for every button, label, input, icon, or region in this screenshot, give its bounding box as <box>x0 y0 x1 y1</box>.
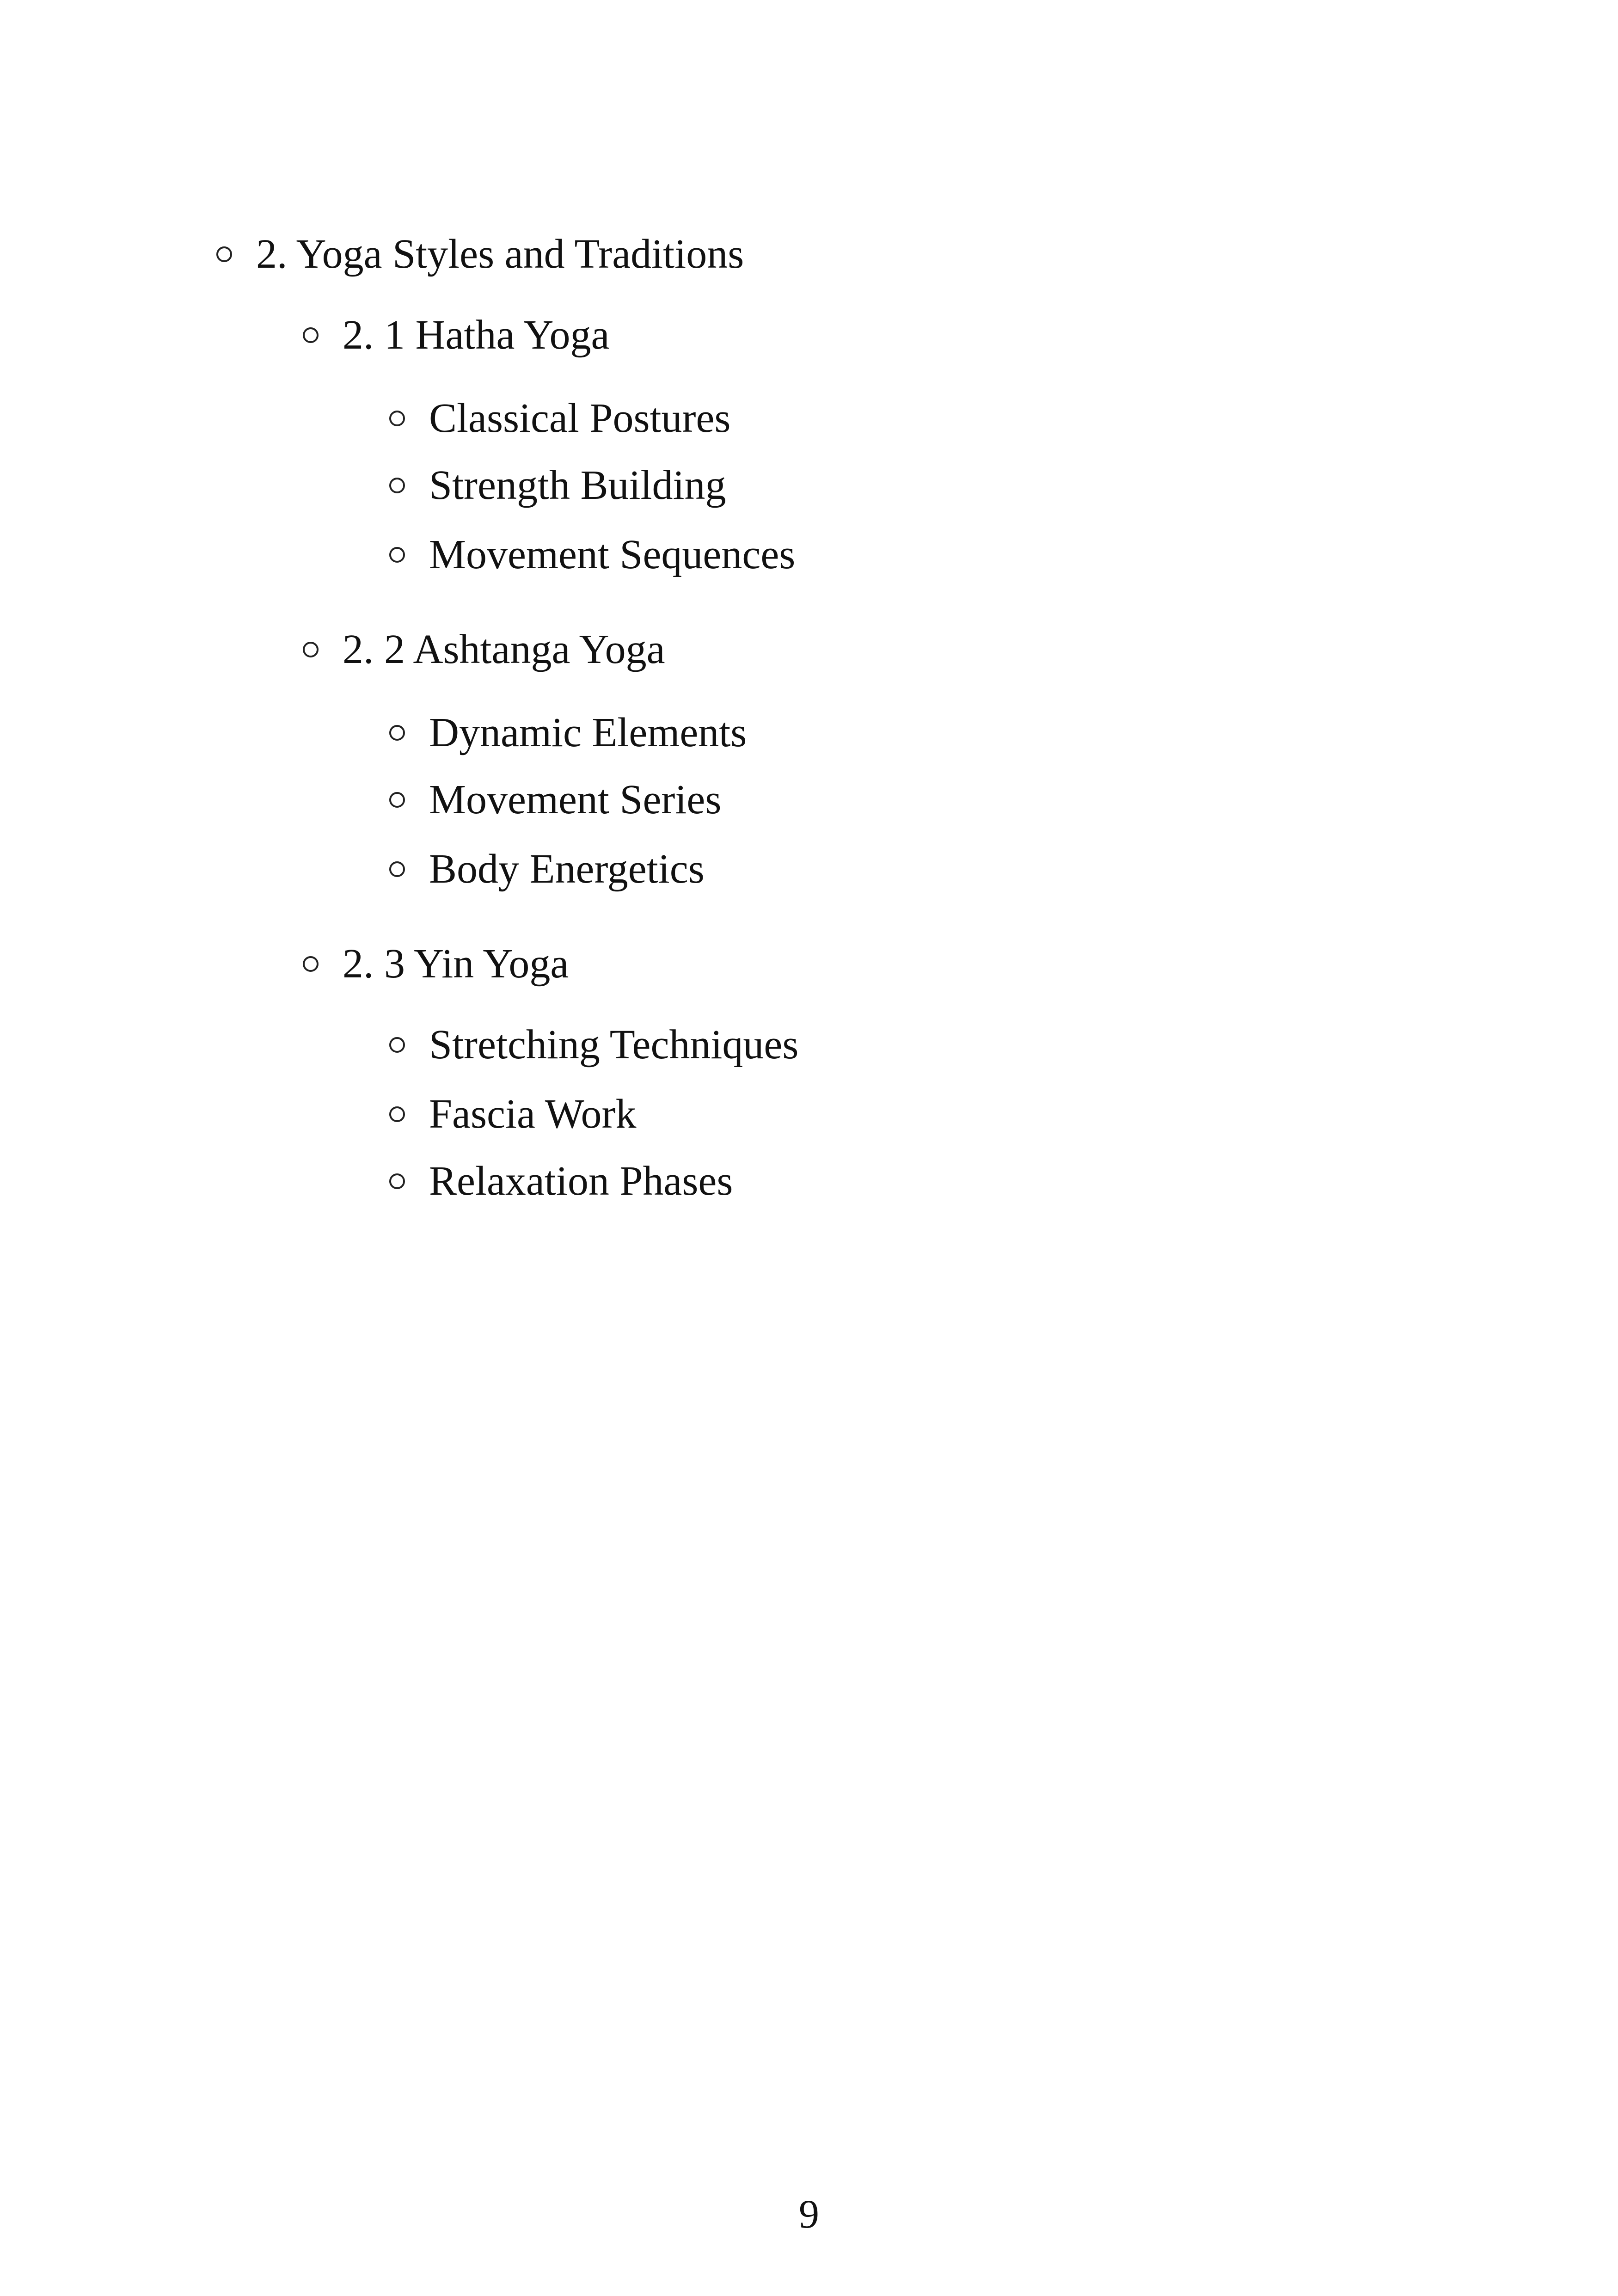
hollow-bullet-icon <box>389 411 405 426</box>
hollow-bullet-icon <box>389 792 405 808</box>
outline-subitem <box>389 460 726 511</box>
outline-item-text: 2. Yoga Styles and Traditions <box>256 231 744 277</box>
outline-subitem-text: Classical Postures <box>429 395 731 441</box>
outline-section-label: 2. 2 Ashtanga Yoga <box>343 626 665 672</box>
hollow-bullet-icon <box>389 1173 405 1189</box>
outline-subitem <box>389 774 721 825</box>
outline-subitem-text: Movement Sequences <box>429 532 796 577</box>
page-number: 9 <box>799 2192 819 2237</box>
outline-subitem <box>389 1089 637 1140</box>
hollow-bullet-icon <box>389 861 405 877</box>
hollow-bullet-icon <box>303 642 319 657</box>
outline-subitem-text: Dynamic Elements <box>429 710 747 755</box>
outline-item-main <box>216 229 744 280</box>
hollow-bullet-icon <box>389 478 405 493</box>
outline-subitem <box>389 529 795 580</box>
hollow-bullet-icon <box>303 327 319 343</box>
outline-subitem <box>389 844 705 895</box>
outline-subitem-text: Strength Building <box>429 462 726 508</box>
outline-subitem-text: Stretching Techniques <box>429 1022 799 1068</box>
outline-subitem <box>389 1156 733 1207</box>
outline-section-hatha <box>303 310 610 361</box>
hollow-bullet-icon <box>303 956 319 972</box>
outline-subitem <box>389 393 730 444</box>
outline-section-label: 2. 3 Yin Yoga <box>343 941 569 987</box>
hollow-bullet-icon <box>389 1106 405 1122</box>
hollow-bullet-icon <box>389 1037 405 1053</box>
outline-subitem-text: Relaxation Phases <box>429 1158 733 1204</box>
outline-section-yin <box>303 939 569 989</box>
hollow-bullet-icon <box>389 725 405 741</box>
outline-subitem <box>389 1019 798 1070</box>
hollow-bullet-icon <box>216 246 232 262</box>
hollow-bullet-icon <box>389 547 405 563</box>
outline-subitem-text: Movement Series <box>429 777 722 823</box>
outline-subitem-text: Fascia Work <box>429 1091 637 1137</box>
outline-section-label: 2. 1 Hatha Yoga <box>343 312 610 358</box>
outline-subitem <box>389 707 747 758</box>
outline-section-ashtanga <box>303 624 665 675</box>
outline-subitem-text: Body Energetics <box>429 846 705 892</box>
